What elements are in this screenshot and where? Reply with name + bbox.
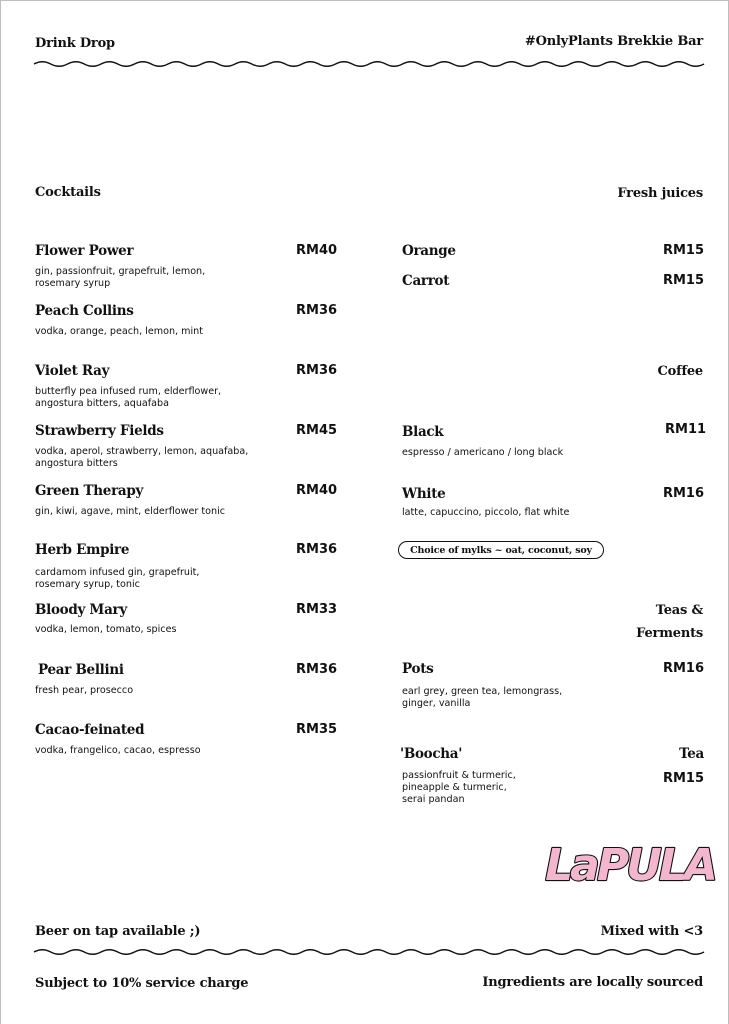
cocktail-price: RM35 [296, 722, 338, 737]
cocktail-desc: vodka, lemon, tomato, spices [35, 624, 177, 635]
footer-service-charge: Subject to 10% service charge [35, 976, 249, 991]
juice-price: RM15 [662, 273, 704, 288]
boocha-desc: passionfruit & turmeric, pineapple & turmeric, serai pandan [402, 770, 516, 805]
cocktail-desc: gin, passionfruit, grapefruit, lemon, rosemary syrup [35, 266, 206, 289]
cocktail-price: RM45 [296, 423, 338, 438]
teas-heading-line1: Teas & [655, 603, 703, 618]
cocktail-name: Cacao-feinated [35, 722, 145, 738]
logo-text: LaPULA [545, 840, 715, 891]
cocktail-price: RM40 [296, 483, 338, 498]
coffee-desc: espresso / americano / long black [402, 447, 564, 458]
cocktail-name: Peach Collins [35, 303, 134, 319]
coffee-name: White [402, 486, 446, 502]
cocktail-name: Bloody Mary [35, 602, 127, 618]
bottom-wave-divider [34, 946, 704, 958]
footer-local-sourcing: Ingredients are locally sourced [482, 975, 703, 990]
coffee-name: Black [402, 424, 444, 440]
cocktail-price: RM33 [296, 602, 338, 617]
mylks-text: Choice of mylks ~ oat, coconut, soy [410, 544, 592, 556]
juice-name: Orange [402, 243, 456, 259]
boocha-price: RM15 [662, 771, 704, 786]
cocktail-desc: vodka, aperol, strawberry, lemon, aquafaba, angostura bitters [35, 446, 249, 469]
cocktail-desc: cardamom infused gin, grapefruit, rosemary syrup, tonic [35, 567, 200, 590]
header-right-title: #OnlyPlants Brekkie Bar [524, 34, 703, 49]
top-wave-divider [34, 58, 704, 70]
boocha-name-suffix: Tea [679, 746, 704, 762]
cocktail-price: RM36 [296, 662, 338, 677]
cocktail-desc: vodka, orange, peach, lemon, mint [35, 326, 204, 337]
juice-price: RM15 [662, 243, 704, 258]
cocktail-desc: gin, kiwi, agave, mint, elderflower tonic [35, 506, 226, 517]
cocktail-price: RM36 [296, 542, 338, 557]
cocktail-price: RM40 [296, 243, 338, 258]
header-left-title: Drink Drop [35, 36, 115, 51]
coffee-desc: latte, capuccino, piccolo, flat white [402, 507, 570, 518]
cocktail-name: Violet Ray [35, 363, 110, 379]
pots-name: Pots [402, 661, 434, 677]
cocktail-name: Pear Bellini [38, 662, 124, 678]
cocktail-name: Green Therapy [35, 483, 144, 499]
page-border [0, 0, 1, 1024]
pots-price: RM16 [662, 661, 704, 676]
coffee-price: RM11 [665, 422, 707, 437]
page-border-top [0, 0, 729, 1]
cocktail-price: RM36 [296, 363, 338, 378]
cocktail-name: Flower Power [35, 243, 134, 259]
cocktail-desc: fresh pear, prosecco [35, 685, 134, 696]
footer-beer-note: Beer on tap available ;) [35, 924, 201, 939]
footer-mixed-note: Mixed with <3 [600, 924, 703, 939]
teas-heading-line2: Ferments [636, 626, 703, 641]
cocktails-heading: Cocktails [35, 185, 101, 200]
juice-name: Carrot [402, 273, 450, 289]
coffee-heading: Coffee [657, 364, 703, 379]
coffee-price: RM16 [662, 486, 704, 501]
cocktail-name: Herb Empire [35, 542, 130, 558]
pots-desc: earl grey, green tea, lemongrass, ginger, vanilla [402, 686, 563, 709]
cocktail-price: RM36 [296, 303, 338, 318]
cocktail-name: Strawberry Fields [35, 423, 164, 439]
mylks-badge [398, 541, 604, 559]
cocktail-desc: vodka, frangelico, cacao, espresso [35, 745, 201, 756]
lapula-logo [545, 832, 715, 894]
juices-heading: Fresh juices [617, 186, 703, 201]
boocha-name: 'Boocha' [400, 746, 463, 762]
cocktail-desc: butterfly pea infused rum, elderflower, angostura bitters, aquafaba [35, 386, 222, 409]
